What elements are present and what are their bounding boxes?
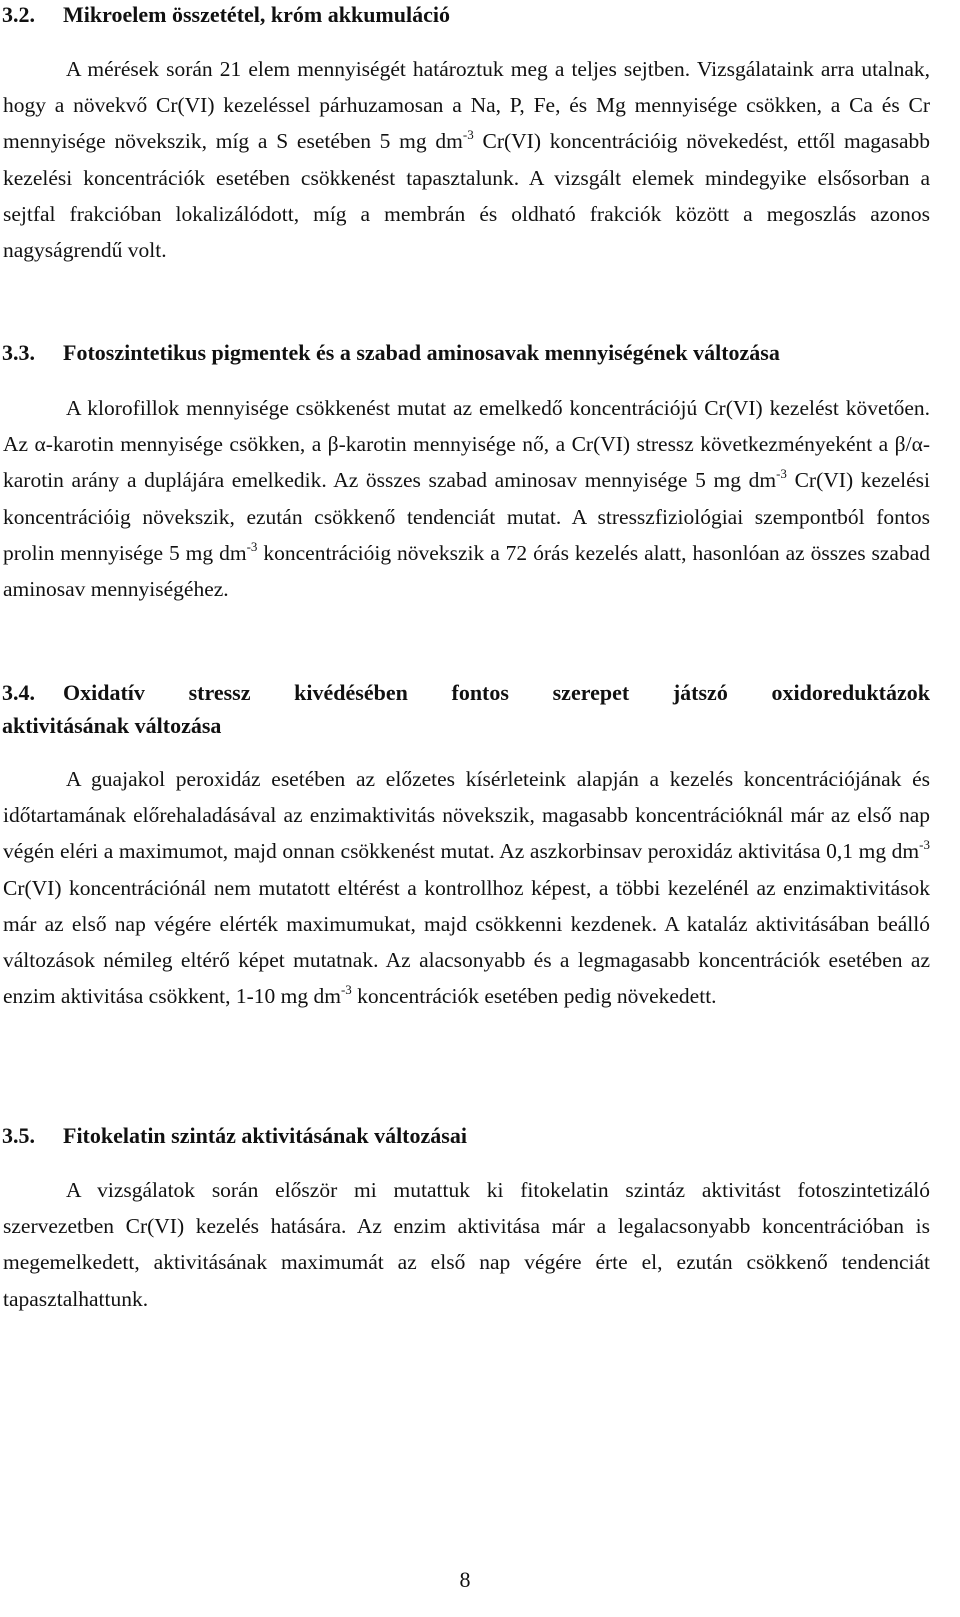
section-heading-3-3 <box>2 334 930 371</box>
paragraph-text: A vizsgálatok során először mi mutattuk ki fitokelatin szintáz aktivitást fotoszintetizáló szervezetben Cr(VI) kezelés hatására. Az enzim aktivitása már a legalacsonyabb koncentrációban is megemelkedett, aktivitásának maximumát az első nap végére érte el, ezután csökkenő tendenciát tapasztalhattunk. <box>3 1178 930 1311</box>
section-title: Fotoszintetikus pigmentek és a szabad aminosavak mennyiségének változása <box>63 340 780 365</box>
section-paragraph-3-5 <box>3 1172 930 1317</box>
section-paragraph-3-2 <box>3 51 930 268</box>
paragraph-text: koncentrációig növekszik a 72 órás kezelés alatt, hasonlóan az összes szabad aminosav mennyiségéhez. <box>3 540 931 602</box>
section-heading-3-4-continued <box>2 707 930 744</box>
section-paragraph-3-3 <box>3 390 930 607</box>
section-title-line-1: Oxidatív stressz kivédésében fontos szerepet játszó oxidoreduktázok <box>63 680 930 705</box>
superscript: -3 <box>462 127 474 143</box>
section-number: 3.4. <box>2 680 35 705</box>
superscript: -3 <box>246 538 258 554</box>
paragraph-text: A klorofillok mennyisége csökkenést mutat az emelkedő koncentrációjú Cr(VI) kezelést követően. Az α-karotin mennyisége csökken, a β-karotin mennyisége nő, a Cr(VI) stressz következményeként a β/α-karotin arány a duplájára emelkedik. Az összes szabad aminosav mennyisége 5 mg dm <box>3 396 930 493</box>
section-title-line-2: aktivitásának változása <box>2 713 222 738</box>
section-heading-3-2 <box>2 0 930 33</box>
paragraph-text: A guajakol peroxidáz esetében az előzetes kísérleteink alapján a kezelés koncentrációjának és időtartamának előrehaladásával az enzimaktivitás növekszik, magasabb koncentrációknál már az első nap végén eléri a maximumot, majd onnan csökkenést mutat. Az aszkorbinsav peroxidáz aktivitása 0,1 mg dm <box>3 767 930 864</box>
section-number: 3.2. <box>2 2 35 27</box>
section-paragraph-3-4 <box>3 761 930 1014</box>
paragraph-text: Cr(VI) koncentrációnál nem mutatott eltérést a kontrollhoz képest, a többi kezelénél az enzimaktivitások már az első nap végére elérték maximumukat, majd csökkenni kezdenek. A kataláz aktivitásában beálló változások némileg eltérő képet mutatnak. Az alacsonyabb és a legmagasabb koncentrációk esetében az enzim aktivitása csökkent, 1-10 mg dm <box>3 875 930 1009</box>
superscript: -3 <box>340 982 352 998</box>
superscript: -3 <box>919 837 930 853</box>
paragraph-text: Cr(VI) koncentrációig növekedést, ettől magasabb kezelési koncentrációk esetében csökkenést tapasztalunk. A vizsgált elemek mindegyike elsősorban a sejtfal frakcióban lokalizálódott, míg a membrán és oldható frakciók között a megoszlás azonos nagyságrendű volt. <box>3 129 931 263</box>
paragraph-text: Cr(VI) kezelési koncentrációig növekszik, ezután csökkenő tendenciát mutat. A stresszfiziológiai szempontból fontos prolin mennyisége 5 mg dm <box>3 468 930 565</box>
section-number: 3.5. <box>2 1123 35 1148</box>
section-title: Mikroelem összetétel, króm akkumuláció <box>63 2 450 27</box>
paragraph-text: koncentrációk esetében pedig növekedett. <box>351 984 717 1009</box>
page-number: 8 <box>459 1567 471 1592</box>
section-heading-3-4 <box>2 674 930 711</box>
section-heading-3-5 <box>2 1117 930 1154</box>
paragraph-text: A mérések során 21 elem mennyiségét határoztuk meg a teljes sejtben. Vizsgálataink arra utalnak, hogy a növekvő Cr(VI) kezeléssel párhuzamosan a Na, P, Fe, és Mg mennyisége csökken, a Ca és Cr mennyisége növekszik, míg a S esetében 5 mg dm <box>3 57 930 154</box>
section-number: 3.3. <box>2 340 35 365</box>
superscript: -3 <box>776 466 787 482</box>
section-title: Fitokelatin szintáz aktivitásának változásai <box>63 1123 467 1148</box>
